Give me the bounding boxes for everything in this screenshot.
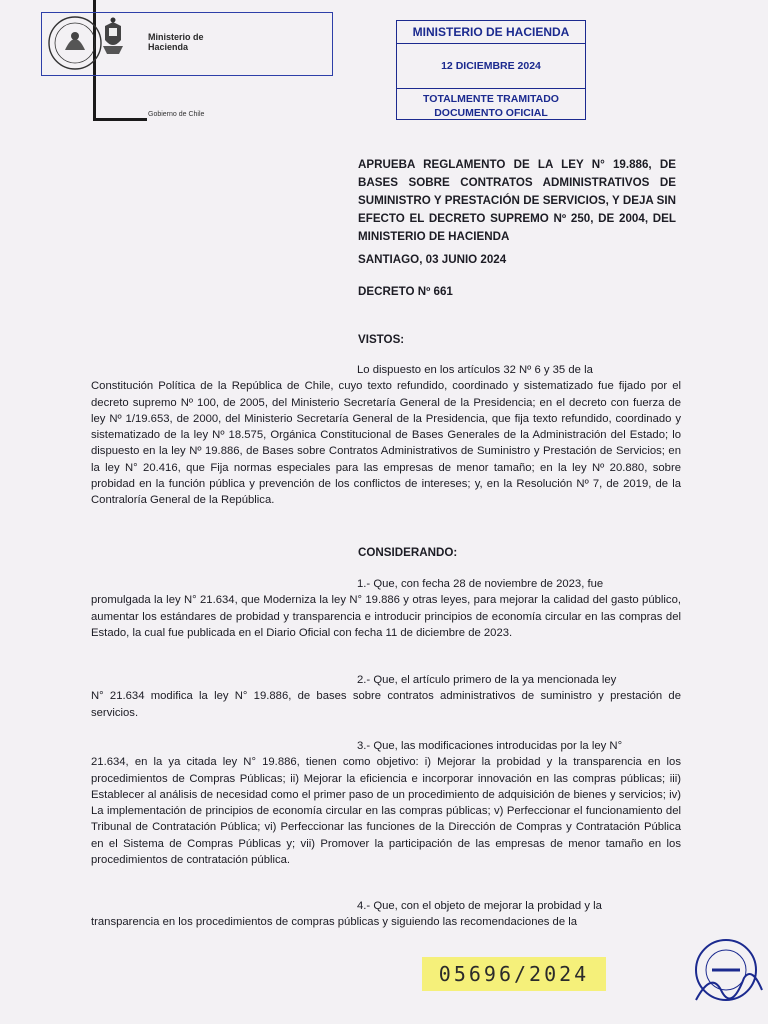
- vistos-first-line: Lo dispuesto en los artículos 32 Nº 6 y 35 de la: [357, 364, 593, 376]
- stamp-status: [397, 89, 585, 120]
- considerando-2-first-line: 2.- Que, el artículo primero de la ya mencionada ley: [357, 674, 617, 686]
- considerando-3-first-line: 3.- Que, las modificaciones introducidas por la ley N°: [357, 740, 623, 752]
- document-title: APRUEBA REGLAMENTO DE LA LEY N° 19.886, DE BASES SOBRE CONTRATOS ADMINISTRATIVOS DE SUMINISTRO Y PRESTACIÓN DE SERVICIOS, Y DEJA SIN EFECTO EL DECRETO SUPREMO Nº 250, DE 2004, DEL MINISTERIO DE HACIENDA: [358, 158, 676, 243]
- document-number: 05696/2024: [422, 957, 606, 991]
- ministry-name-line1: Ministerio de: [148, 32, 204, 42]
- government-label: Gobierno de Chile: [148, 111, 205, 118]
- vistos-heading: VISTOS:: [358, 333, 405, 346]
- government-seal-icon: [47, 14, 139, 72]
- considerando-1-first-line: 1.- Que, con fecha 28 de noviembre de 2023, fue: [357, 578, 604, 590]
- considerando-4: [91, 898, 681, 931]
- considerando-1-body: promulgada la ley N° 21.634, que Moderniza la ley N° 19.886 y otras leyes, para mejorar la calidad del gasto público, aumentar los estándares de probidad y transparencia e introducir principios de economía circular en las compras del Estado, la cual fue publicada en el Diario Oficial con fecha 11 de diciembre de 2023.: [91, 594, 681, 639]
- decree-number: DECRETO Nº 661: [358, 285, 453, 298]
- stamp-status-line1: TOTALMENTE TRAMITADO: [423, 93, 559, 105]
- vistos-paragraph: [91, 362, 681, 509]
- considerando-3-body: 21.634, en la ya citada ley N° 19.886, tienen como objetivo: i) Mejorar la probidad y la transparencia en los procedimientos de Compras Públicas; ii) Mejorar la eficiencia e incorporar innovación en las compras públicas; iii) Establecer al análisis de necesidad como el primer paso de un procedimiento de adquisición de bienes y servicios; iv) La implementación de principios de economía circular en las compras públicas; v) Perfeccionar el funcionamiento del Tribunal de Contratación Pública; vi) Perfeccionar las funciones de la Dirección de Compras y Contratación Pública en el Sistema de Compras Públicas y; vii) Promover la participación de las empresas de menor tamaño en los procedimientos de contratación pública.: [91, 756, 681, 867]
- letterhead-horizontal-rule: [93, 118, 147, 121]
- place-date: SANTIAGO, 03 JUNIO 2024: [358, 253, 507, 266]
- considerando-2: [91, 672, 681, 721]
- considerando-4-first-line: 4.- Que, con el objeto de mejorar la probidad y la: [357, 900, 602, 912]
- stamp-status-line2: DOCUMENTO OFICIAL: [434, 107, 548, 119]
- considerando-heading: CONSIDERANDO:: [358, 546, 458, 559]
- considerando-3: [91, 738, 681, 868]
- stamp-date: 12 DICIEMBRE 2024: [397, 44, 585, 89]
- ministry-round-stamp-icon: [682, 930, 768, 1016]
- considerando-4-body: transparencia en los procedimientos de compras públicas y siguiendo las recomendaciones de la: [91, 916, 578, 929]
- tramitado-stamp: [396, 20, 586, 120]
- stamp-ministry: MINISTERIO DE HACIENDA: [397, 21, 585, 44]
- vistos-body: Constitución Política de la República de Chile, cuyo texto refundido, coordinado y sistematizado fue fijado por el decreto supremo Nº 100, de 2005, del Ministerio Secretaría General de la Presidencia; en el decreto con fuerza de ley Nº 1/19.653, de 2000, del Ministerio Secretaría General de la Presidencia, que fija texto refundido, coordinado y sistematizado de la ley Nº 18.575, Orgánica Constitucional de Bases Generales de la Administración del Estado; lo dispuesto en la ley Nº 19.886, de Bases sobre Contratos Administrativos de Suministro y Prestación de Servicios; en la ley N° 20.416, que Fija normas especiales para las empresas de menor tamaño; en la ley Nº 20.880, sobre probidad en la función pública y prevención de los conflictos de intereses; y, en la Resolución Nº 7, de 2019, de la Contraloría General de la República.: [91, 380, 681, 507]
- considerando-1: [91, 576, 681, 641]
- ministry-name-line2: Hacienda: [148, 42, 189, 52]
- ministry-name: [148, 32, 218, 52]
- considerando-2-body: N° 21.634 modifica la ley N° 19.886, de bases sobre contratos administrativos de suministro y prestación de servicios.: [91, 690, 681, 719]
